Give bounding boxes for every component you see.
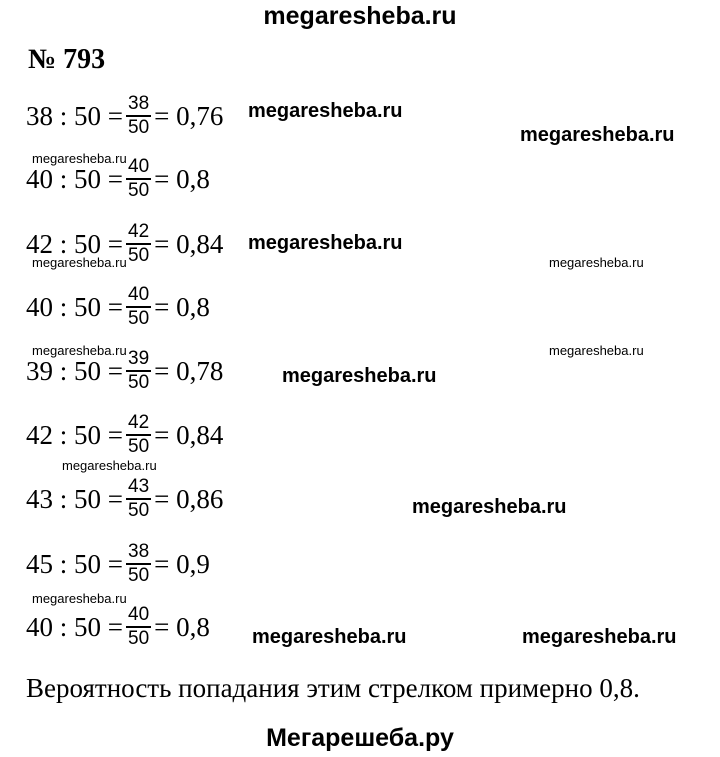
dividend: 40 <box>26 291 53 322</box>
decimal-result: 0,8 <box>176 163 210 194</box>
fraction-denominator: 50 <box>128 180 150 201</box>
dividend: 42 <box>26 419 53 450</box>
decimal-result: 0,84 <box>176 419 224 450</box>
decimal-result: 0,86 <box>176 483 224 514</box>
equation-division <box>26 292 123 323</box>
divisor: 50 <box>74 355 102 386</box>
fraction-numerator: 42 <box>128 221 150 242</box>
fraction-numerator: 40 <box>128 604 150 625</box>
divisor: 50 <box>74 163 102 194</box>
equation-division <box>26 484 123 515</box>
fraction-denominator: 50 <box>128 117 150 138</box>
equation-row <box>26 411 223 459</box>
equation-division <box>26 420 123 451</box>
fraction <box>126 94 151 138</box>
site-header: megaresheba.ru <box>263 2 457 30</box>
fraction <box>126 349 151 393</box>
equation-row <box>26 283 210 331</box>
equals-sign: = <box>107 291 123 322</box>
equation-result-part <box>154 229 223 260</box>
fraction-denominator: 50 <box>128 245 150 266</box>
fraction <box>126 413 151 457</box>
decimal-result: 0,78 <box>176 355 224 386</box>
watermark: megaresheba.ru <box>248 232 403 254</box>
dividend: 43 <box>26 483 53 514</box>
fraction-denominator: 50 <box>128 628 150 649</box>
watermark: megaresheba.ru <box>62 458 157 473</box>
equation-row <box>26 540 210 588</box>
conclusion-text: Вероятность попадания этим стрелком примерно 0,8. <box>26 673 640 703</box>
fraction-denominator: 50 <box>128 565 150 586</box>
equation-row <box>26 475 223 523</box>
dividend: 38 <box>26 100 53 131</box>
equation-row <box>26 603 210 651</box>
divisor: 50 <box>74 419 102 450</box>
watermark: megaresheba.ru <box>252 626 407 648</box>
division-sign: : <box>59 611 68 642</box>
equals-sign: = <box>107 163 123 194</box>
watermark: megaresheba.ru <box>282 365 437 387</box>
fraction-numerator: 40 <box>128 284 150 305</box>
divisor: 50 <box>74 548 102 579</box>
decimal-result: 0,76 <box>176 100 224 131</box>
watermark: megaresheba.ru <box>522 626 677 648</box>
equals-sign: = <box>107 228 123 259</box>
division-sign: : <box>59 100 68 131</box>
dividend: 39 <box>26 355 53 386</box>
divisor: 50 <box>74 100 102 131</box>
problem-number: № 793 <box>28 44 106 75</box>
dividend: 40 <box>26 163 53 194</box>
equals-sign: = <box>154 228 170 259</box>
equals-sign: = <box>154 163 170 194</box>
equation-result-part <box>154 612 210 643</box>
watermark: megaresheba.ru <box>412 496 567 518</box>
equals-sign: = <box>154 355 170 386</box>
divisor: 50 <box>74 228 102 259</box>
division-sign: : <box>59 163 68 194</box>
equation-result-part <box>154 549 210 580</box>
watermark: megaresheba.ru <box>520 124 675 146</box>
divisor: 50 <box>74 611 102 642</box>
watermark: megaresheba.ru <box>32 151 127 166</box>
equals-sign: = <box>107 548 123 579</box>
watermark: megaresheba.ru <box>248 100 403 122</box>
equals-sign: = <box>154 100 170 131</box>
fraction-numerator: 43 <box>128 476 150 497</box>
equation-row <box>26 92 223 140</box>
dividend: 40 <box>26 611 53 642</box>
division-sign: : <box>59 548 68 579</box>
equals-sign: = <box>154 611 170 642</box>
division-sign: : <box>59 228 68 259</box>
fraction <box>126 542 151 586</box>
equals-sign: = <box>154 548 170 579</box>
equation-division <box>26 612 123 643</box>
equation-division <box>26 356 123 387</box>
equation-result-part <box>154 356 223 387</box>
decimal-result: 0,8 <box>176 611 210 642</box>
fraction-denominator: 50 <box>128 372 150 393</box>
watermark: megaresheba.ru <box>549 343 644 358</box>
equation-result-part <box>154 420 223 451</box>
equals-sign: = <box>154 419 170 450</box>
equation-result-part <box>154 484 223 515</box>
watermark: megaresheba.ru <box>32 255 127 270</box>
watermark: megaresheba.ru <box>32 343 127 358</box>
decimal-result: 0,9 <box>176 548 210 579</box>
equals-sign: = <box>107 419 123 450</box>
fraction <box>126 222 151 266</box>
equation-result-part <box>154 292 210 323</box>
fraction-numerator: 38 <box>128 541 150 562</box>
equation-result-part <box>154 164 210 195</box>
dividend: 42 <box>26 228 53 259</box>
fraction <box>126 477 151 521</box>
equals-sign: = <box>107 611 123 642</box>
equals-sign: = <box>107 355 123 386</box>
equals-sign: = <box>154 291 170 322</box>
equals-sign: = <box>154 483 170 514</box>
division-sign: : <box>59 483 68 514</box>
equals-sign: = <box>107 100 123 131</box>
division-sign: : <box>59 291 68 322</box>
watermark: megaresheba.ru <box>32 591 127 606</box>
divisor: 50 <box>74 483 102 514</box>
fraction <box>126 157 151 201</box>
fraction-numerator: 40 <box>128 156 150 177</box>
fraction-denominator: 50 <box>128 308 150 329</box>
divisor: 50 <box>74 291 102 322</box>
equation-division <box>26 101 123 132</box>
fraction-numerator: 42 <box>128 412 150 433</box>
dividend: 45 <box>26 548 53 579</box>
division-sign: : <box>59 419 68 450</box>
fraction <box>126 605 151 649</box>
equation-division <box>26 549 123 580</box>
decimal-result: 0,84 <box>176 228 224 259</box>
watermark: megaresheba.ru <box>549 255 644 270</box>
fraction-denominator: 50 <box>128 500 150 521</box>
equals-sign: = <box>107 483 123 514</box>
fraction-denominator: 50 <box>128 436 150 457</box>
fraction-numerator: 38 <box>128 93 150 114</box>
site-footer: Мегарешеба.ру <box>266 724 454 752</box>
division-sign: : <box>59 355 68 386</box>
equation-result-part <box>154 101 223 132</box>
fraction-numerator: 39 <box>128 348 150 369</box>
equation-division <box>26 164 123 195</box>
fraction <box>126 285 151 329</box>
decimal-result: 0,8 <box>176 291 210 322</box>
